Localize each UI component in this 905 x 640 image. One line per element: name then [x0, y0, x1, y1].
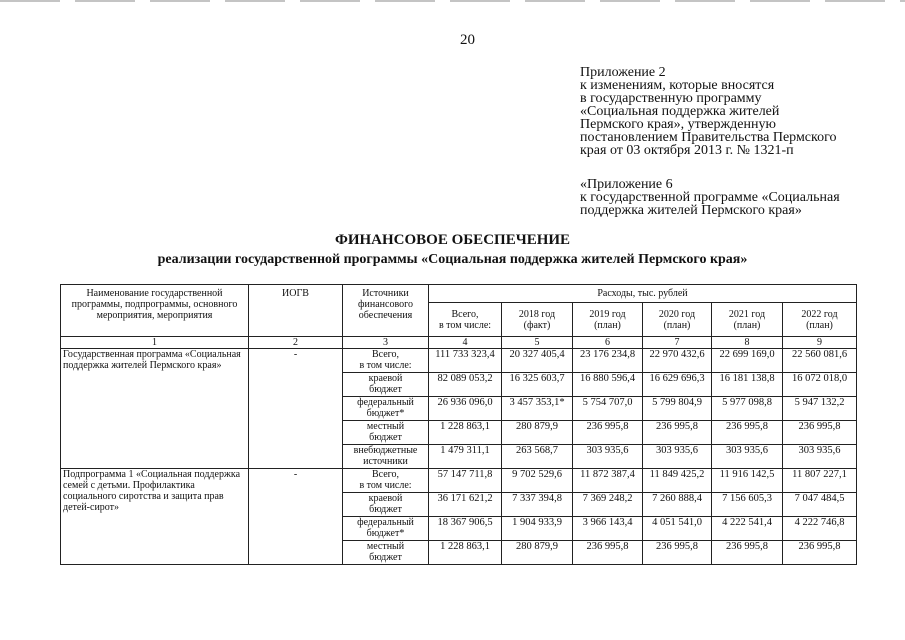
funding-source: Всего, в том числе:: [343, 469, 429, 493]
expense-value: 236 995,8: [783, 541, 857, 565]
funding-source: краевой бюджет: [343, 373, 429, 397]
expense-value: 236 995,8: [573, 421, 643, 445]
funding-source: внебюджетные источники: [343, 445, 429, 469]
expense-value: 22 560 081,6: [783, 349, 857, 373]
expense-value: 11 849 425,2: [643, 469, 712, 493]
header-source: Источники финансового обеспечения: [343, 285, 429, 337]
expense-value: 1 228 863,1: [429, 421, 502, 445]
column-index: 5: [502, 337, 573, 349]
expense-value: 7 047 484,5: [783, 493, 857, 517]
expense-value: 23 176 234,8: [573, 349, 643, 373]
expense-value: 5 977 098,8: [712, 397, 783, 421]
expense-value: 5 799 804,9: [643, 397, 712, 421]
expense-value: 303 935,6: [573, 445, 643, 469]
expense-value: 7 337 394,8: [502, 493, 573, 517]
header-total: Всего, в том числе:: [429, 303, 502, 337]
expense-value: 1 904 933,9: [502, 517, 573, 541]
expense-value: 26 936 096,0: [429, 397, 502, 421]
appendix-6-note: «Приложение 6 к государственной программе «Социальная поддержка жителей Пермского края»: [580, 177, 840, 218]
header-2018: 2018 год (факт): [502, 303, 573, 337]
expense-value: 263 568,7: [502, 445, 573, 469]
expense-value: 4 051 541,0: [643, 517, 712, 541]
column-index: 6: [573, 337, 643, 349]
header-2021: 2021 год (план): [712, 303, 783, 337]
expense-value: 16 880 596,4: [573, 373, 643, 397]
expense-value: 7 156 605,3: [712, 493, 783, 517]
expense-value: 11 807 227,1: [783, 469, 857, 493]
column-index: 2: [249, 337, 343, 349]
column-index-row: [61, 337, 857, 349]
expense-value: 20 327 405,4: [502, 349, 573, 373]
expense-value: 36 171 621,2: [429, 493, 502, 517]
expense-value: 16 325 603,7: [502, 373, 573, 397]
program-name: Подпрограмма 1 «Социальная поддержка семей с детьми. Профилактика социального сиротства и защита прав детей-сирот»: [61, 469, 249, 565]
expense-value: 111 733 323,4: [429, 349, 502, 373]
expense-value: 22 970 432,6: [643, 349, 712, 373]
expense-value: 236 995,8: [643, 541, 712, 565]
program-iogv: -: [249, 349, 343, 469]
program-name: Государственная программа «Социальная поддержка жителей Пермского края»: [61, 349, 249, 469]
header-name: Наименование государственной программы, подпрограммы, основного мероприятия, мероприятия: [61, 285, 249, 337]
expense-value: 16 629 696,3: [643, 373, 712, 397]
expense-value: 303 935,6: [712, 445, 783, 469]
expense-value: 236 995,8: [643, 421, 712, 445]
expense-value: 16 072 018,0: [783, 373, 857, 397]
expense-value: 280 879,9: [502, 421, 573, 445]
document-title: ФИНАНСОВОЕ ОБЕСПЕЧЕНИЕ: [334, 232, 571, 248]
expense-value: 5 754 707,0: [573, 397, 643, 421]
document-subtitle: реализации государственной программы «Социальная поддержка жителей Пермского края»: [157, 252, 748, 267]
expense-value: 236 995,8: [783, 421, 857, 445]
financing-table: [60, 284, 857, 565]
expense-value: 16 181 138,8: [712, 373, 783, 397]
table-row: [61, 349, 857, 373]
expense-value: 236 995,8: [712, 541, 783, 565]
funding-source: Всего, в том числе:: [343, 349, 429, 373]
page-top-edge: [0, 0, 905, 2]
expense-value: 22 699 169,0: [712, 349, 783, 373]
expense-value: 3 966 143,4: [573, 517, 643, 541]
funding-source: федеральный бюджет*: [343, 397, 429, 421]
column-index: 3: [343, 337, 429, 349]
header-2022: 2022 год (план): [783, 303, 857, 337]
expense-value: 7 369 248,2: [573, 493, 643, 517]
expense-value: 11 872 387,4: [573, 469, 643, 493]
expense-value: 236 995,8: [573, 541, 643, 565]
expense-value: 82 089 053,2: [429, 373, 502, 397]
expense-value: 4 222 541,4: [712, 517, 783, 541]
funding-source: местный бюджет: [343, 541, 429, 565]
expense-value: 11 916 142,5: [712, 469, 783, 493]
header-expenses: Расходы, тыс. рублей: [429, 285, 857, 303]
expense-value: 3 457 353,1*: [502, 397, 573, 421]
expense-value: 7 260 888,4: [643, 493, 712, 517]
expense-value: 18 367 906,5: [429, 517, 502, 541]
column-index: 7: [643, 337, 712, 349]
table-row: [61, 469, 857, 493]
expense-value: 5 947 132,2: [783, 397, 857, 421]
header-2019: 2019 год (план): [573, 303, 643, 337]
expense-value: 1 479 311,1: [429, 445, 502, 469]
expense-value: 303 935,6: [783, 445, 857, 469]
funding-source: краевой бюджет: [343, 493, 429, 517]
column-index: 8: [712, 337, 783, 349]
header-iogv: ИОГВ: [249, 285, 343, 337]
header-2020: 2020 год (план): [643, 303, 712, 337]
page-number: 20: [460, 32, 475, 48]
expense-value: 1 228 863,1: [429, 541, 502, 565]
expense-value: 280 879,9: [502, 541, 573, 565]
column-index: 9: [783, 337, 857, 349]
funding-source: местный бюджет: [343, 421, 429, 445]
expense-value: 57 147 711,8: [429, 469, 502, 493]
column-index: 4: [429, 337, 502, 349]
expense-value: 9 702 529,6: [502, 469, 573, 493]
expense-value: 4 222 746,8: [783, 517, 857, 541]
appendix-2-note: Приложение 2 к изменениям, которые вносятся в государственную программу «Социальная поддержка жителей Пермского края», утвержденную постановлением Правительства Пермского края от 03 октября 2013 г. № 1321-п: [580, 65, 837, 158]
expense-value: 236 995,8: [712, 421, 783, 445]
funding-source: федеральный бюджет*: [343, 517, 429, 541]
expense-value: 303 935,6: [643, 445, 712, 469]
column-index: 1: [61, 337, 249, 349]
program-iogv: -: [249, 469, 343, 565]
